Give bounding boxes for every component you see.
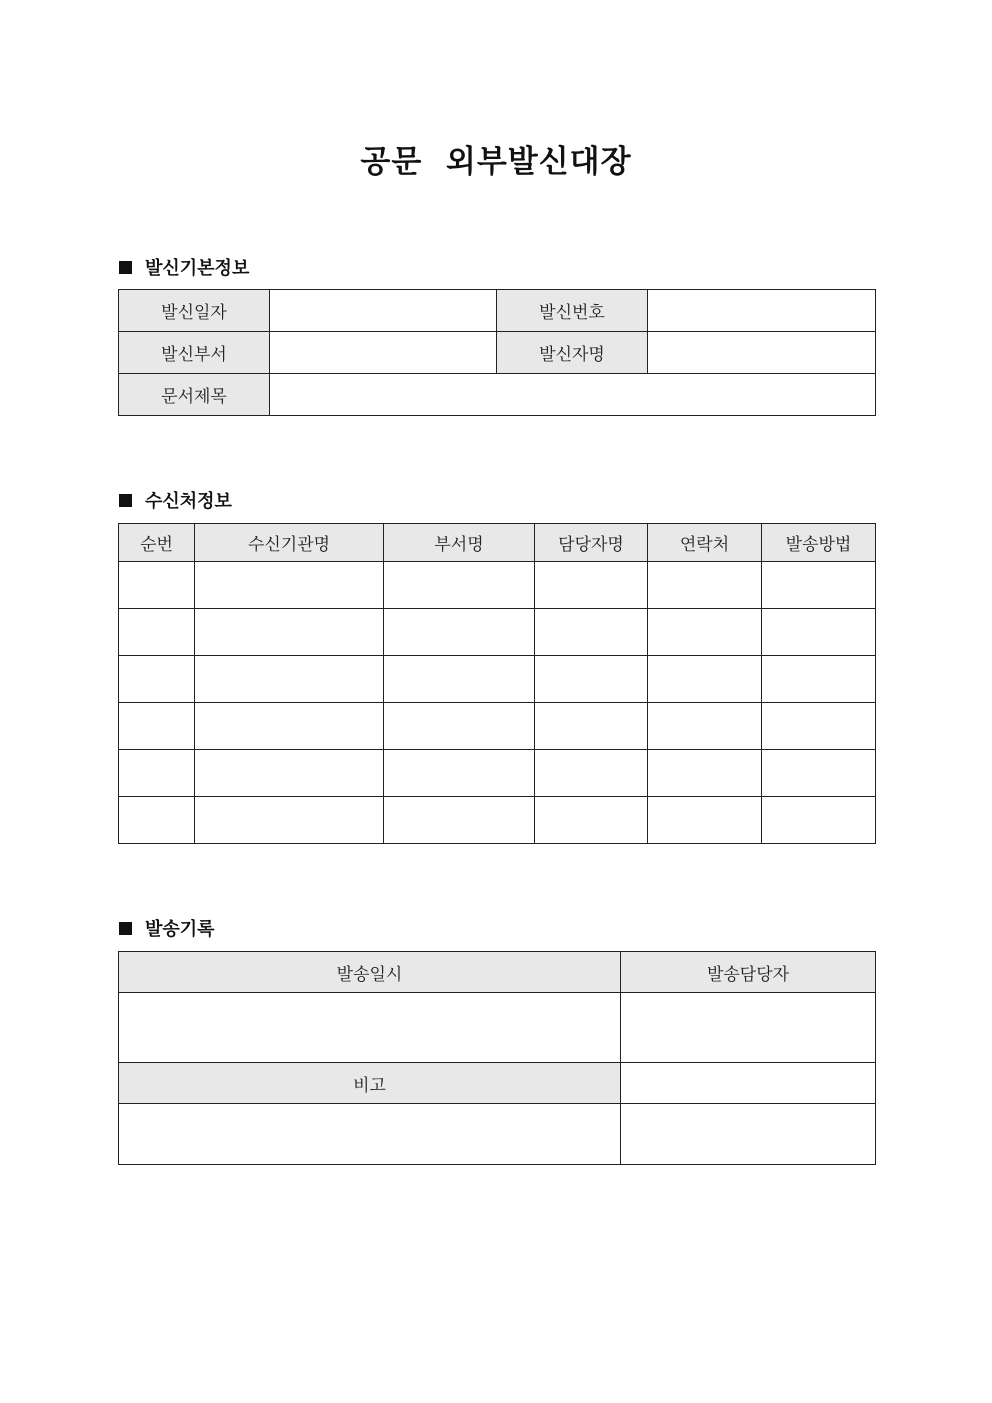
page-title: 공문 외부발신대장 [360,144,632,180]
section-heading-label: 발송기록 [145,919,215,940]
table-row [119,703,876,750]
table-row [119,797,876,844]
send-date-label: 발신일자 [119,290,270,332]
table-row [119,609,876,656]
section-heading-label: 수신처정보 [145,491,232,512]
remarks-side-header-cell[interactable] [621,1063,876,1104]
table-cell[interactable] [119,750,195,797]
table-cell[interactable] [119,562,195,609]
table-cell[interactable] [195,703,384,750]
table-cell[interactable] [195,656,384,703]
remarks-field[interactable] [119,1104,621,1165]
remarks-label: 비고 [119,1063,621,1104]
square-bullet-icon [119,261,132,274]
table-cell[interactable] [195,750,384,797]
table-row [119,656,876,703]
table-cell[interactable] [648,797,762,844]
send-manager-label: 발송담당자 [621,952,876,993]
table-cell[interactable] [384,703,535,750]
column-header-contact-person: 담당자명 [535,524,648,562]
table-cell[interactable] [762,797,876,844]
table-cell[interactable] [119,609,195,656]
table-cell[interactable] [535,609,648,656]
square-bullet-icon [119,494,132,507]
table-cell[interactable] [119,703,195,750]
column-header-phone: 연락처 [648,524,762,562]
table-cell[interactable] [535,656,648,703]
table-cell[interactable] [535,703,648,750]
table-cell[interactable] [648,703,762,750]
table-cell[interactable] [762,656,876,703]
sender-name-label: 발신자명 [497,332,648,374]
sender-info-table [118,289,876,416]
sender-name-field[interactable] [648,332,876,374]
table-cell[interactable] [195,797,384,844]
column-header-method: 발송방법 [762,524,876,562]
section-heading-recipient-info [119,487,232,513]
table-cell[interactable] [535,797,648,844]
table-cell[interactable] [384,750,535,797]
recipient-info-table [118,523,876,844]
column-header-seq: 순번 [119,524,195,562]
doc-title-field[interactable] [270,374,876,416]
table-cell[interactable] [648,609,762,656]
table-cell[interactable] [762,562,876,609]
dispatch-record-table [118,951,876,1165]
table-cell[interactable] [384,609,535,656]
column-header-agency: 수신기관명 [195,524,384,562]
send-number-label: 발신번호 [497,290,648,332]
table-row [119,562,876,609]
table-row [119,750,876,797]
column-header-dept: 부서명 [384,524,535,562]
table-cell[interactable] [762,609,876,656]
send-date-field[interactable] [270,290,497,332]
doc-title-label: 문서제목 [119,374,270,416]
table-cell[interactable] [535,562,648,609]
table-cell[interactable] [648,562,762,609]
table-cell[interactable] [384,797,535,844]
send-datetime-label: 발송일시 [119,952,621,993]
send-dept-label: 발신부서 [119,332,270,374]
table-cell[interactable] [535,750,648,797]
table-cell[interactable] [195,562,384,609]
table-cell[interactable] [648,656,762,703]
square-bullet-icon [119,922,132,935]
table-cell[interactable] [195,609,384,656]
table-cell[interactable] [119,797,195,844]
send-number-field[interactable] [648,290,876,332]
table-cell[interactable] [119,656,195,703]
section-heading-sender-info [119,254,249,280]
remarks-side-field[interactable] [621,1104,876,1165]
table-cell[interactable] [648,750,762,797]
table-cell[interactable] [384,562,535,609]
table-cell[interactable] [384,656,535,703]
send-dept-field[interactable] [270,332,497,374]
table-cell[interactable] [762,703,876,750]
table-cell[interactable] [762,750,876,797]
section-heading-label: 발신기본정보 [145,258,250,279]
send-manager-field[interactable] [621,993,876,1063]
section-heading-dispatch-record [119,915,215,941]
send-datetime-field[interactable] [119,993,621,1063]
